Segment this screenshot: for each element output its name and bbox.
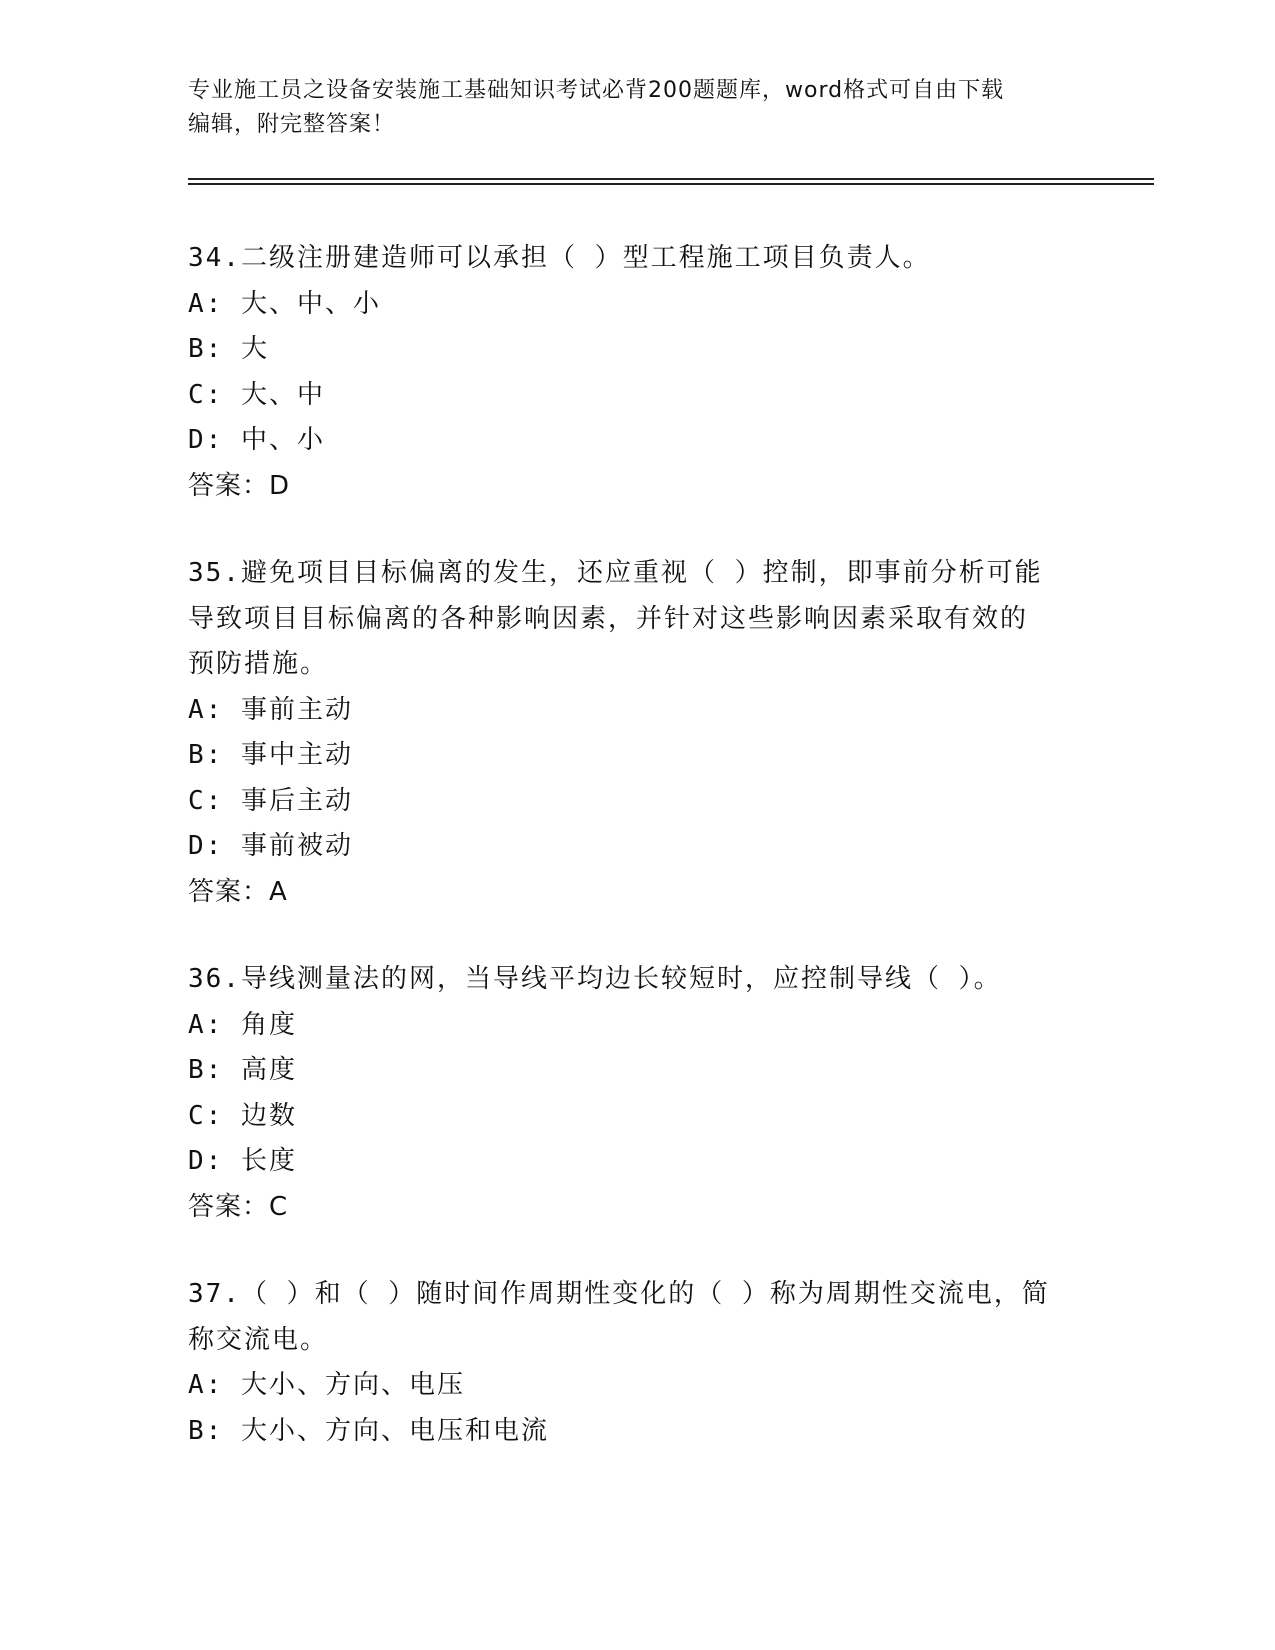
question-text: 34.二级注册建造师可以承担（ ）型工程施工项目负责人。 [188, 243, 931, 273]
option-c: C: 事后主动 [188, 785, 353, 816]
header-divider-top [188, 178, 1154, 180]
question-36 [188, 957, 1088, 1230]
option-b: B: 事中主动 [188, 740, 353, 770]
option-b: B: 大 [188, 334, 269, 364]
question-text-line-1: 35.避免项目目标偏离的发生，还应重视（ ）控制，即事前分析可能 [188, 558, 1043, 588]
question-37 [188, 1272, 1088, 1454]
answer: 答案：A [188, 876, 288, 907]
question-list [188, 236, 1088, 1496]
option-b: B: 高度 [188, 1055, 297, 1085]
option-c: C: 大、中 [188, 379, 325, 410]
option-a: A: 事前主动 [188, 694, 353, 725]
answer: 答案：C [188, 1191, 289, 1222]
question-text-line-3: 预防措施。 [188, 649, 329, 679]
answer: 答案：D [188, 470, 291, 501]
question-35 [188, 551, 1088, 915]
option-a: A: 角度 [188, 1009, 297, 1040]
document-header [188, 74, 1088, 142]
question-text-line-2: 称交流电。 [188, 1324, 329, 1355]
option-a: A: 大、中、小 [188, 288, 381, 319]
option-d: D: 中、小 [188, 425, 325, 455]
option-b: B: 大小、方向、电压和电流 [188, 1415, 549, 1446]
header-divider-bottom [188, 183, 1154, 185]
question-text-line-2: 导致项目目标偏离的各种影响因素，并针对这些影响因素采取有效的 [188, 603, 1029, 634]
header-title-line-1: 专业施工员之设备安装施工基础知识考试必背200题题库，word格式可自由下载 [188, 78, 1005, 103]
header-title-line-2: 编辑，附完整答案！ [188, 112, 396, 137]
question-34 [188, 236, 1088, 509]
option-c: C: 边数 [188, 1100, 297, 1131]
question-text: 36.导线测量法的网，当导线平均边长较短时，应控制导线（ ）。 [188, 964, 1002, 994]
option-d: D: 长度 [188, 1146, 297, 1176]
question-text-line-1: 37.（ ）和（ ）随时间作周期性变化的（ ）称为周期性交流电，简 [188, 1279, 1050, 1309]
option-a: A: 大小、方向、电压 [188, 1370, 465, 1400]
option-d: D: 事前被动 [188, 831, 353, 861]
